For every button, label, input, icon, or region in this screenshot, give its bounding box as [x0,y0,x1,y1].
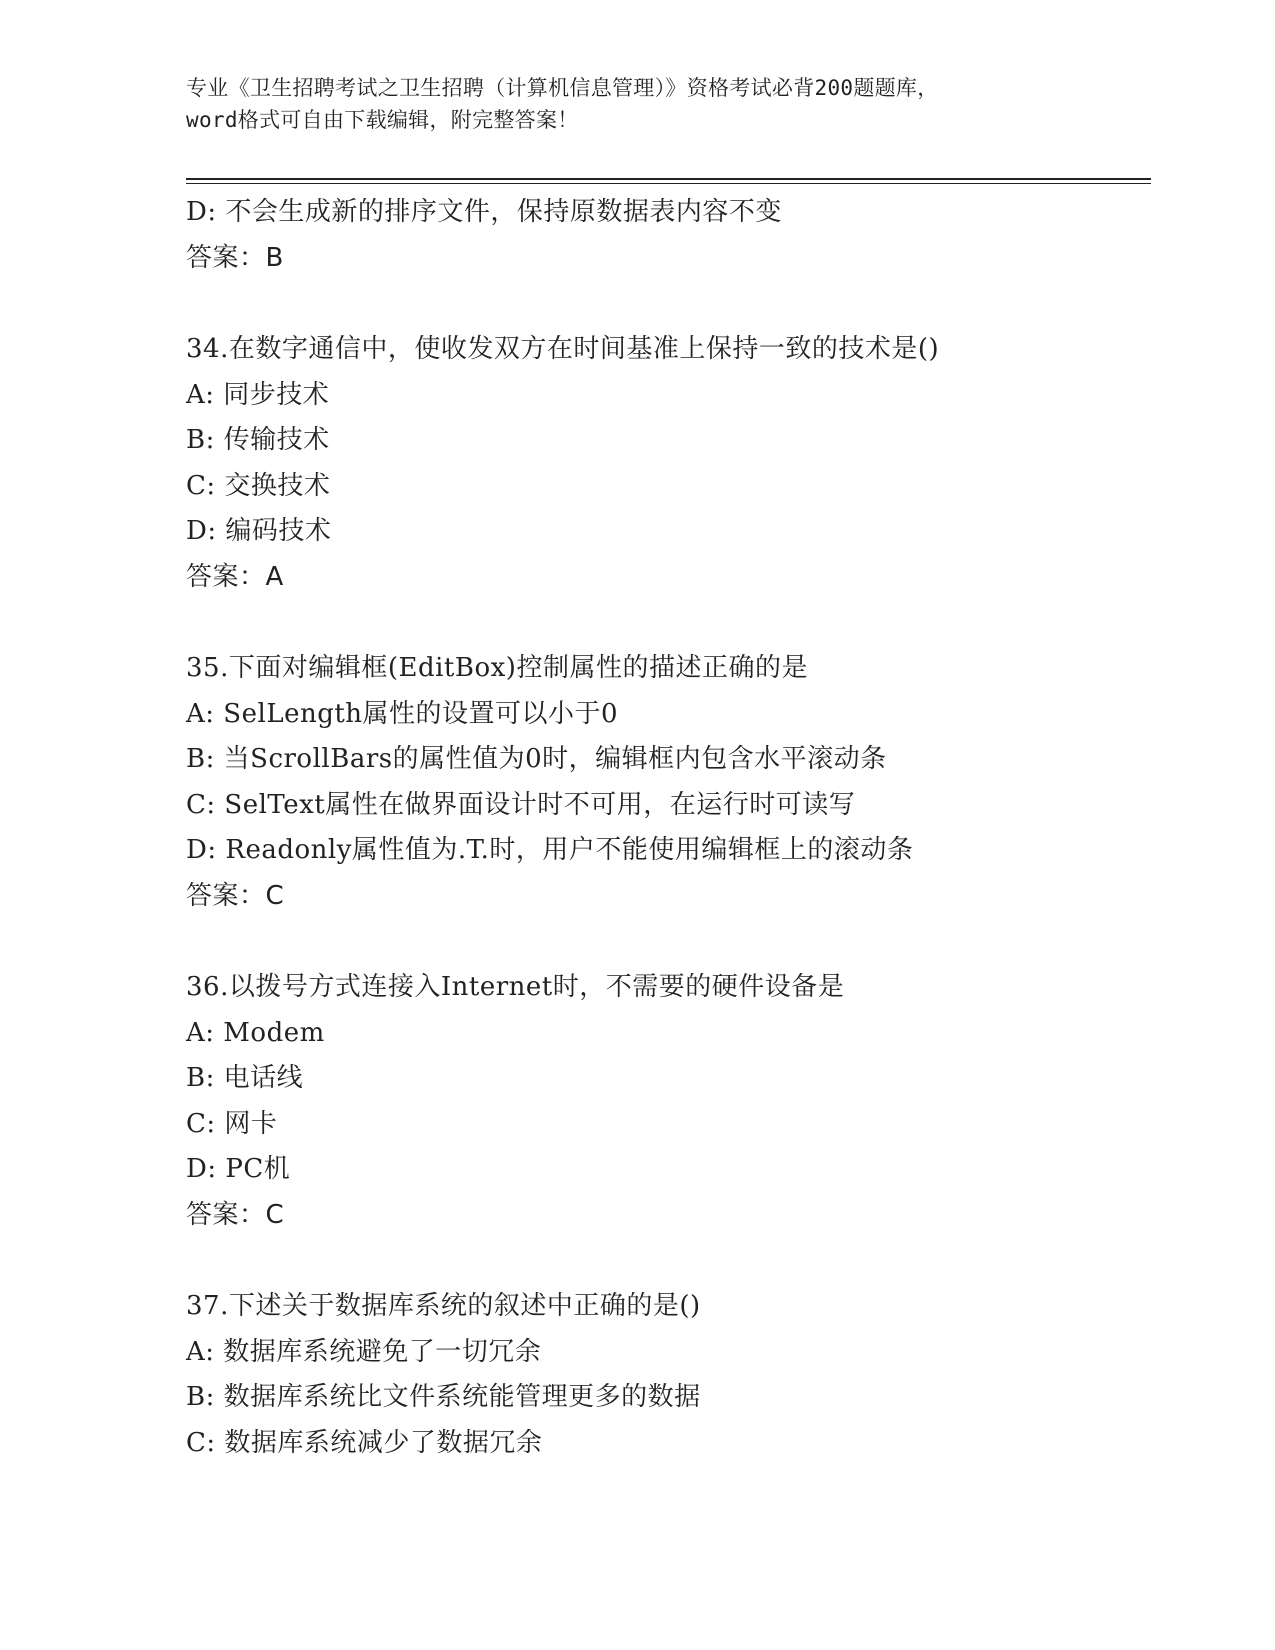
option-b: B: 当ScrollBars的属性值为0时，编辑框内包含水平滚动条 [186,744,887,774]
spacer [186,1238,1151,1284]
header-line-1: 专业《卫生招聘考试之卫生招聘（计算机信息管理）》资格考试必背200题题库， [186,76,939,100]
option-a: A: Modem [186,1017,325,1048]
question-35 [186,646,1151,919]
option-d: D: Readonly属性值为.T.时，用户不能使用编辑框上的滚动条 [186,835,914,865]
option-b: B: 电话线 [186,1063,304,1093]
option-d: D: 编码技术 [186,516,332,546]
spacer [186,281,1151,327]
spacer [186,919,1151,965]
question-content [186,190,1151,1466]
question-stem: 37.下述关于数据库系统的叙述中正确的是() [186,1291,701,1321]
question-stem: 35.下面对编辑框(EditBox)控制属性的描述正确的是 [186,653,808,683]
question-34 [186,327,1151,600]
option-b: B: 传输技术 [186,425,330,455]
answer-line: 答案：C [186,1199,285,1230]
option-c: C: 交换技术 [186,470,331,501]
option-c: C: 数据库系统减少了数据冗余 [186,1427,543,1458]
header-divider-bottom [186,183,1151,184]
option-c: C: 网卡 [186,1108,278,1139]
previous-question-continuation [186,190,1151,281]
header-divider-top [186,178,1151,180]
option-d: D: PC机 [186,1154,291,1184]
question-37 [186,1284,1151,1466]
question-36 [186,965,1151,1238]
answer-line: 答案：A [186,561,284,592]
option-a: A: 同步技术 [186,379,330,410]
answer-line: 答案：C [186,880,285,911]
question-stem: 36.以拨号方式连接入Internet时，不需要的硬件设备是 [186,972,845,1002]
option-a: A: 数据库系统避免了一切冗余 [186,1336,542,1367]
spacer [186,600,1151,646]
option-b: B: 数据库系统比文件系统能管理更多的数据 [186,1382,701,1412]
document-header [186,72,1086,136]
question-stem: 34.在数字通信中，使收发双方在时间基准上保持一致的技术是() [186,334,940,364]
header-line-2: word格式可自由下载编辑，附完整答案！ [186,108,579,132]
option-c: C: SelText属性在做界面设计时不可用，在运行时可读写 [186,789,856,820]
answer-line: 答案：B [186,242,284,273]
option-a: A: SelLength属性的设置可以小于0 [186,698,619,729]
option-d: D: 不会生成新的排序文件，保持原数据表内容不变 [186,197,782,227]
